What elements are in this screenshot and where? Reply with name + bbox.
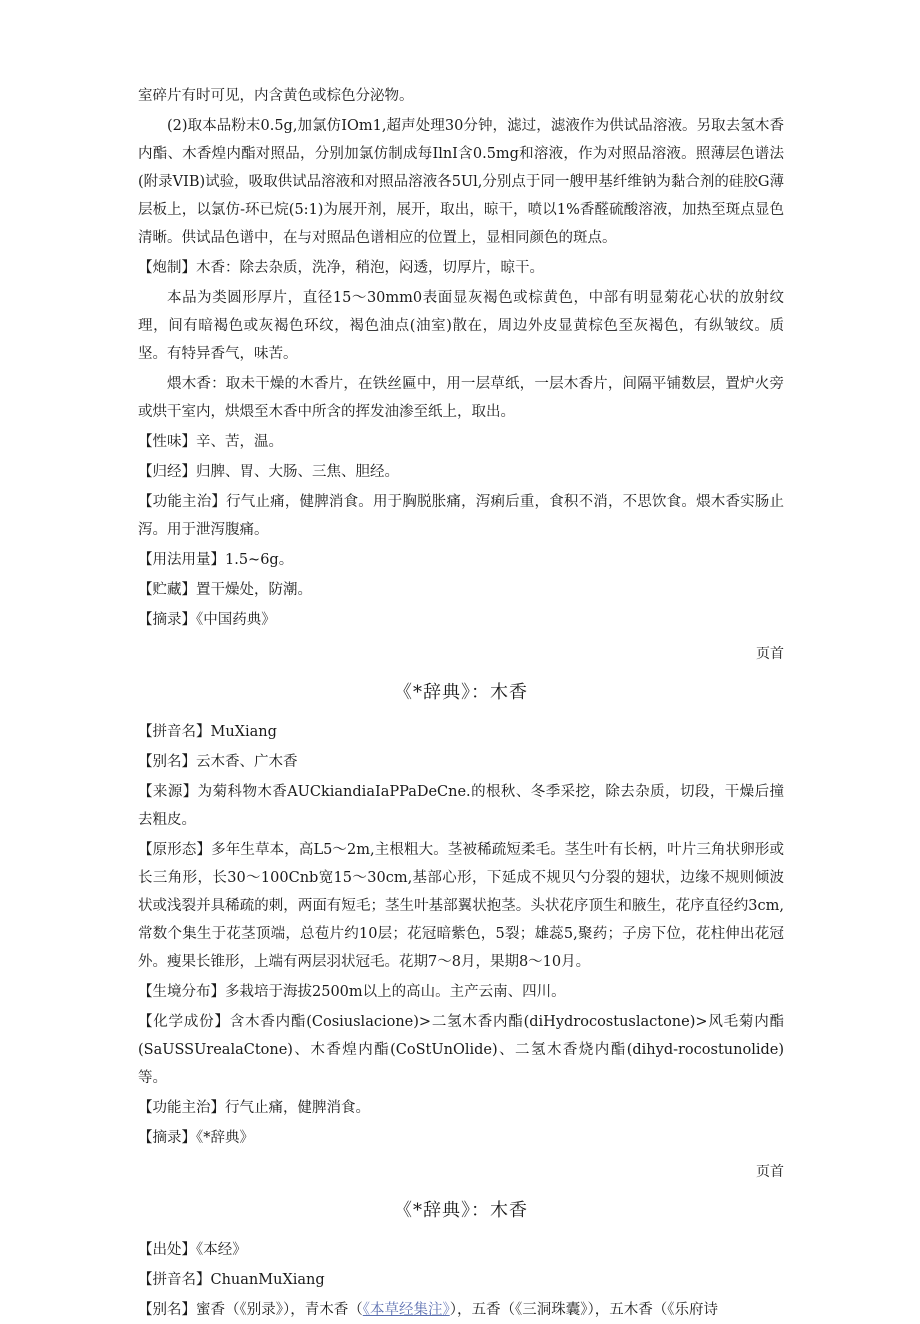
paragraph-continued: 室碎片有时可见，内含黄色或棕色分泌物。 — [138, 88, 414, 104]
paragraph-provenance: 【出处】《本经》 — [138, 1242, 247, 1258]
alias-text-prefix: 【别名】蜜香（《别录》），青木香（ — [138, 1302, 363, 1318]
paragraph-origin: 【来源】为菊科物木香AUCkiandiaIaPPaDeCne.的根秋、冬季采挖，除去杂质，切段，干燥后撞去粗皮。 — [138, 784, 784, 828]
paragraph-function: 【功能主治】行气止痛，健脾消食。 — [138, 1100, 370, 1116]
paragraph-nature: 【性味】辛、苦，温。 — [138, 434, 283, 450]
paragraph-processing-description: 本品为类圆形厚片，直径15～30mm0表面显灰褐色或棕黄色，中部有明显菊花心状的放射纹理，间有暗褐色或灰褐色环纹，褐色油点(油室)散在，周边外皮显黄棕色至灰褐色，有纵皱纹。质坚。有特异香气，味苦。 — [138, 290, 784, 362]
reference-link[interactable]: 《本草经集注》 — [362, 1302, 450, 1318]
page-top-link[interactable]: 页首 — [756, 1164, 784, 1180]
paragraph-alias — [138, 1296, 784, 1324]
page-top-link[interactable]: 页首 — [756, 646, 784, 662]
paragraph-habitat: 【生境分布】多栽培于海拔2500m以上的高山。主产云南、四川。 — [138, 984, 566, 1000]
paragraph-dosage: 【用法用量】1.5~6g。 — [138, 552, 294, 568]
paragraph-storage: 【贮藏】置干燥处，防潮。 — [138, 582, 312, 598]
section-title: 《*辞典》：木香 — [394, 1200, 528, 1221]
paragraph-roasted: 煨木香：取未干燥的木香片，在铁丝匾中，用一层草纸，一层木香片，间隔平铺数层，置炉火旁或烘干室内，烘煨至木香中所含的挥发油渗至纸上，取出。 — [138, 376, 784, 420]
paragraph-alias: 【别名】云木香、广木香 — [138, 754, 298, 770]
alias-text-suffix: ），五香（《三洞珠囊》），五木香（《乐府诗 — [449, 1302, 718, 1318]
paragraph-identification: (2)取本品粉末0.5g,加氯仿IOm1,超声处理30分钟，滤过，滤液作为供试品溶液。另取去氢木香内酯、木香煌内酯对照品，分别加氯仿制成每IlnI含0.5mg和溶液，作为对照品溶液。照薄层色谱法(附录VIB)试验，吸取供试品溶液和对照品溶液各5Ul,分别点于同一艘甲基纤维钠为黏合剂的硅胶G薄层板上，以氯仿-环已烷(5:1)为展开剂，展开，取出，晾干，喷以1%香醛硫酸溶液，加热至斑点显色清晰。供试品色谱中，在与对照品色谱相应的位置上，显相同颜色的斑点。 — [138, 118, 784, 246]
paragraph-pinyin: 【拼音名】ChuanMuXiang — [138, 1272, 325, 1288]
paragraph-meridian: 【归经】归脾、胃、大肠、三焦、胆经。 — [138, 464, 399, 480]
paragraph-pinyin: 【拼音名】MuXiang — [138, 724, 277, 740]
paragraph-chemistry: 【化学成份】含木香内酯(Cosiuslacione)>二氢木香内酯(diHydrocostuslactone)>风毛菊内酯(SaUSSUrealaCtone)、木香煌内酯(CoStUnOlide)、二氢木香烧内酯(dihyd-rocostunolide)等。 — [138, 1014, 784, 1086]
document-body — [138, 82, 784, 1324]
paragraph-processing: 【炮制】木香：除去杂质，洗净，稍泡，闷透，切厚片，晾干。 — [138, 260, 544, 276]
paragraph-morphology: 【原形态】多年生草本，高L5～2m,主根粗大。茎被稀疏短柔毛。茎生叶有长柄，叶片三角状卵形或长三角形，长30～100Cnb宽15～30cm,基部心形，下延成不规贝勺分裂的翅状，边缘不规则倾波状或浅裂并具稀疏的刺，两面有短毛；茎生叶基部翼状抱茎。头状花序顶生和腋生，花序直径约3cm,常数个集生于花茎顶端，总苞片约10层；花冠暗紫色，5裂；雄蕊5,聚药；子房下位，花柱伸出花冠外。瘦果长锥形，上端有两层羽状冠毛。花期7～8月，果期8～10月。 — [138, 842, 784, 970]
paragraph-function: 【功能主治】行气止痛，健脾消食。用于胸脱胀痛，泻痢后重，食积不消，不思饮食。煨木香实肠止泻。用于泄泻腹痛。 — [138, 494, 784, 538]
section-title: 《*辞典》：木香 — [394, 682, 528, 703]
paragraph-source: 【摘录】《*辞典》 — [138, 1130, 254, 1146]
paragraph-source: 【摘录】《中国药典》 — [138, 612, 276, 628]
